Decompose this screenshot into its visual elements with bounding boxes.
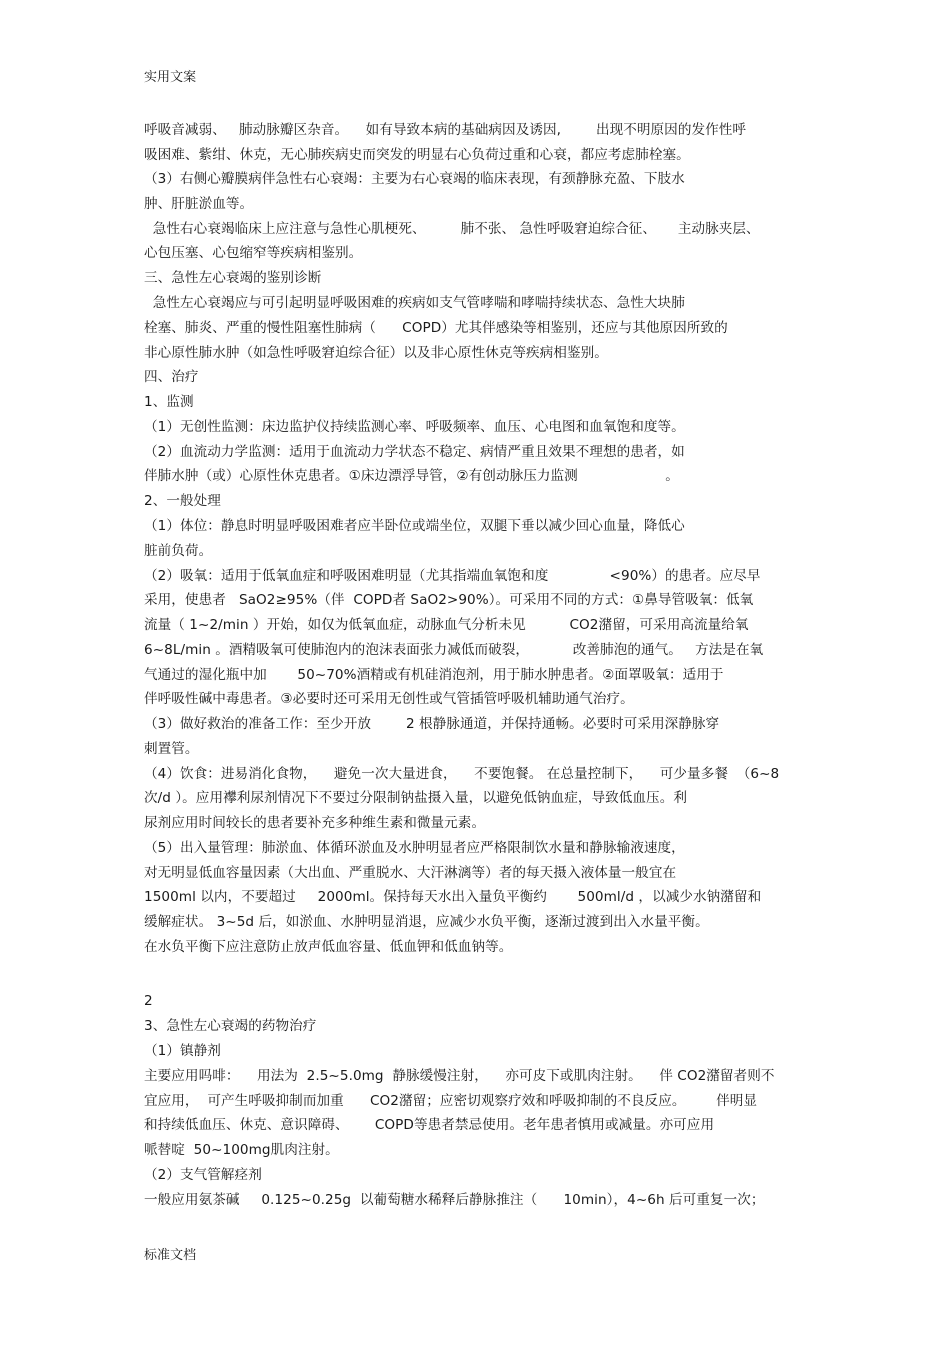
text-line: （3）右侧心瓣膜病伴急性右心衰竭：主要为右心衰竭的临床表现，有颈静脉充盈、下肢水: [144, 171, 685, 187]
text-line: （1）镇静剂: [144, 1043, 221, 1059]
text-line: （3）做好救治的准备工作：至少开放 2 根静脉通道，并保持通畅。必要时可采用深静脉穿: [144, 716, 720, 732]
text-line: 呼吸音减弱、 肺动脉瓣区杂音。 如有导致本病的基础病因及诱因, 出现不明原因的发作性呼: [144, 122, 747, 138]
subsection-heading: 2、一般处理: [144, 493, 221, 509]
subsection-heading: 1、监测: [144, 394, 194, 410]
text-line: 非心原性肺水肿（如急性呼吸窘迫综合征）以及非心原性休克等疾病相鉴别。: [144, 345, 608, 361]
text-line: 脏前负荷。: [144, 543, 213, 559]
text-line: （2）支气管解痉剂: [144, 1167, 262, 1183]
subsection-heading: 3、急性左心衰竭的药物治疗: [144, 1018, 317, 1034]
text-line: 伴肺水肿（或）心原性休克患者。①床边漂浮导管，②有创动脉压力监测 。: [144, 468, 679, 484]
text-line: 和持续低血压、休克、意识障碍、 COPD等患者禁忌使用。老年患者慎用或减量。亦可应用: [144, 1117, 715, 1133]
text-line: 缓解症状。 3~5d 后，如淤血、水肿明显消退，应减少水负平衡，逐渐过渡到出入水量平衡。: [144, 914, 709, 930]
text-line: （1）无创性监测：床边监护仪持续监测心率、呼吸频率、血压、心电图和血氧饱和度等。: [144, 419, 685, 435]
page-number: 2: [144, 993, 153, 1009]
text-line: 对无明显低血容量因素（大出血、严重脱水、大汗淋漓等）者的每天摄入液体量一般宜在: [144, 865, 677, 881]
text-line: 急性右心衰竭临床上应注意与急性心肌梗死、 肺不张、 急性呼吸窘迫综合征、 主动脉夹层、: [144, 221, 760, 237]
text-line: 主要应用吗啡： 用法为 2.5~5.0mg 静脉缓慢注射， 亦可皮下或肌肉注射。 伴 CO2潴留者则不: [144, 1068, 775, 1084]
text-line: 气通过的湿化瓶中加 50~70%酒精或有机硅消泡剂，用于肺水肿患者。②面罩吸氧：适用于: [144, 667, 724, 683]
text-line: （2）吸氧：适用于低氧血症和呼吸困难明显（尤其指端血氧饱和度 <90%）的患者。应尽早: [144, 568, 761, 584]
text-line: 肿、肝脏淤血等。: [144, 196, 254, 212]
text-line: 栓塞、肺炎、严重的慢性阻塞性肺病（ COPD）尤其伴感染等相鉴别，还应与其他原因所致的: [144, 320, 728, 336]
text-line: 伴呼吸性碱中毒患者。③必要时还可采用无创性或气管插管呼吸机辅助通气治疗。: [144, 691, 634, 707]
text-line: 吸困难、紫绀、休克，无心肺疾病史而突发的明显右心负荷过重和心衰，都应考虑肺栓塞。: [144, 147, 690, 163]
text-line: 哌替啶 50~100mg肌肉注射。: [144, 1142, 339, 1158]
text-line: （2）血流动力学监测：适用于血流动力学状态不稳定、病情严重且效果不理想的患者，如: [144, 444, 685, 460]
text-line: 一般应用氨茶碱 0.125~0.25g 以葡萄糖水稀释后静脉推注（ 10min），4~6h 后可重复一次；: [144, 1192, 765, 1208]
text-line: 流量（ 1~2/min ）开始，如仅为低氧血症，动脉血气分析未见 CO2潴留，可采用高流量给氧: [144, 617, 749, 633]
text-line: （5）出入量管理：肺淤血、体循环淤血及水肿明显者应严格限制饮水量和静脉输液速度，: [144, 840, 685, 856]
text-line: 次/d ）。应用襻利尿剂情况下不要过分限制钠盐摄入量，以避免低钠血症，导致低血压。利: [144, 790, 687, 806]
section-heading: 三、急性左心衰竭的鉴别诊断: [144, 270, 322, 286]
text-line: 急性左心衰竭应与可引起明显呼吸困难的疾病如支气管哮喘和哮喘持续状态、急性大块肺: [144, 295, 685, 311]
section-heading: 四、治疗: [144, 369, 199, 385]
page-footer: 标准文档: [144, 1248, 197, 1263]
text-line: 在水负平衡下应注意防止放声低血容量、低血钾和低血钠等。: [144, 939, 513, 955]
text-line: 1500ml 以内，不要超过 2000ml。保持每天水出入量负平衡约 500ml/d ，以减少水钠潴留和: [144, 889, 762, 905]
text-line: 采用，使患者 SaO2≥95%（伴 COPD者 SaO2>90%）。可采用不同的方式：①鼻导管吸氧：低氧: [144, 592, 754, 608]
page-header: 实用文案: [144, 70, 197, 85]
text-line: 6~8L/min 。酒精吸氧可使肺泡内的泡沫表面张力减低而破裂， 改善肺泡的通气。 方法是在氧: [144, 642, 764, 658]
text-line: 刺置管。: [144, 741, 199, 757]
text-line: （1）体位：静息时明显呼吸困难者应半卧位或端坐位，双腿下垂以减少回心血量，降低心: [144, 518, 685, 534]
text-line: （4）饮食：进易消化食物， 避免一次大量进食， 不要饱餐。 在总量控制下， 可少量多餐 （6~8: [144, 766, 780, 782]
text-line: 心包压塞、心包缩窄等疾病相鉴别。: [144, 245, 363, 261]
text-line: 尿剂应用时间较长的患者要补充多种维生素和微量元素。: [144, 815, 486, 831]
text-line: 宜应用， 可产生呼吸抑制而加重 CO2潴留；应密切观察疗效和呼吸抑制的不良反应。 伴明显: [144, 1093, 758, 1109]
